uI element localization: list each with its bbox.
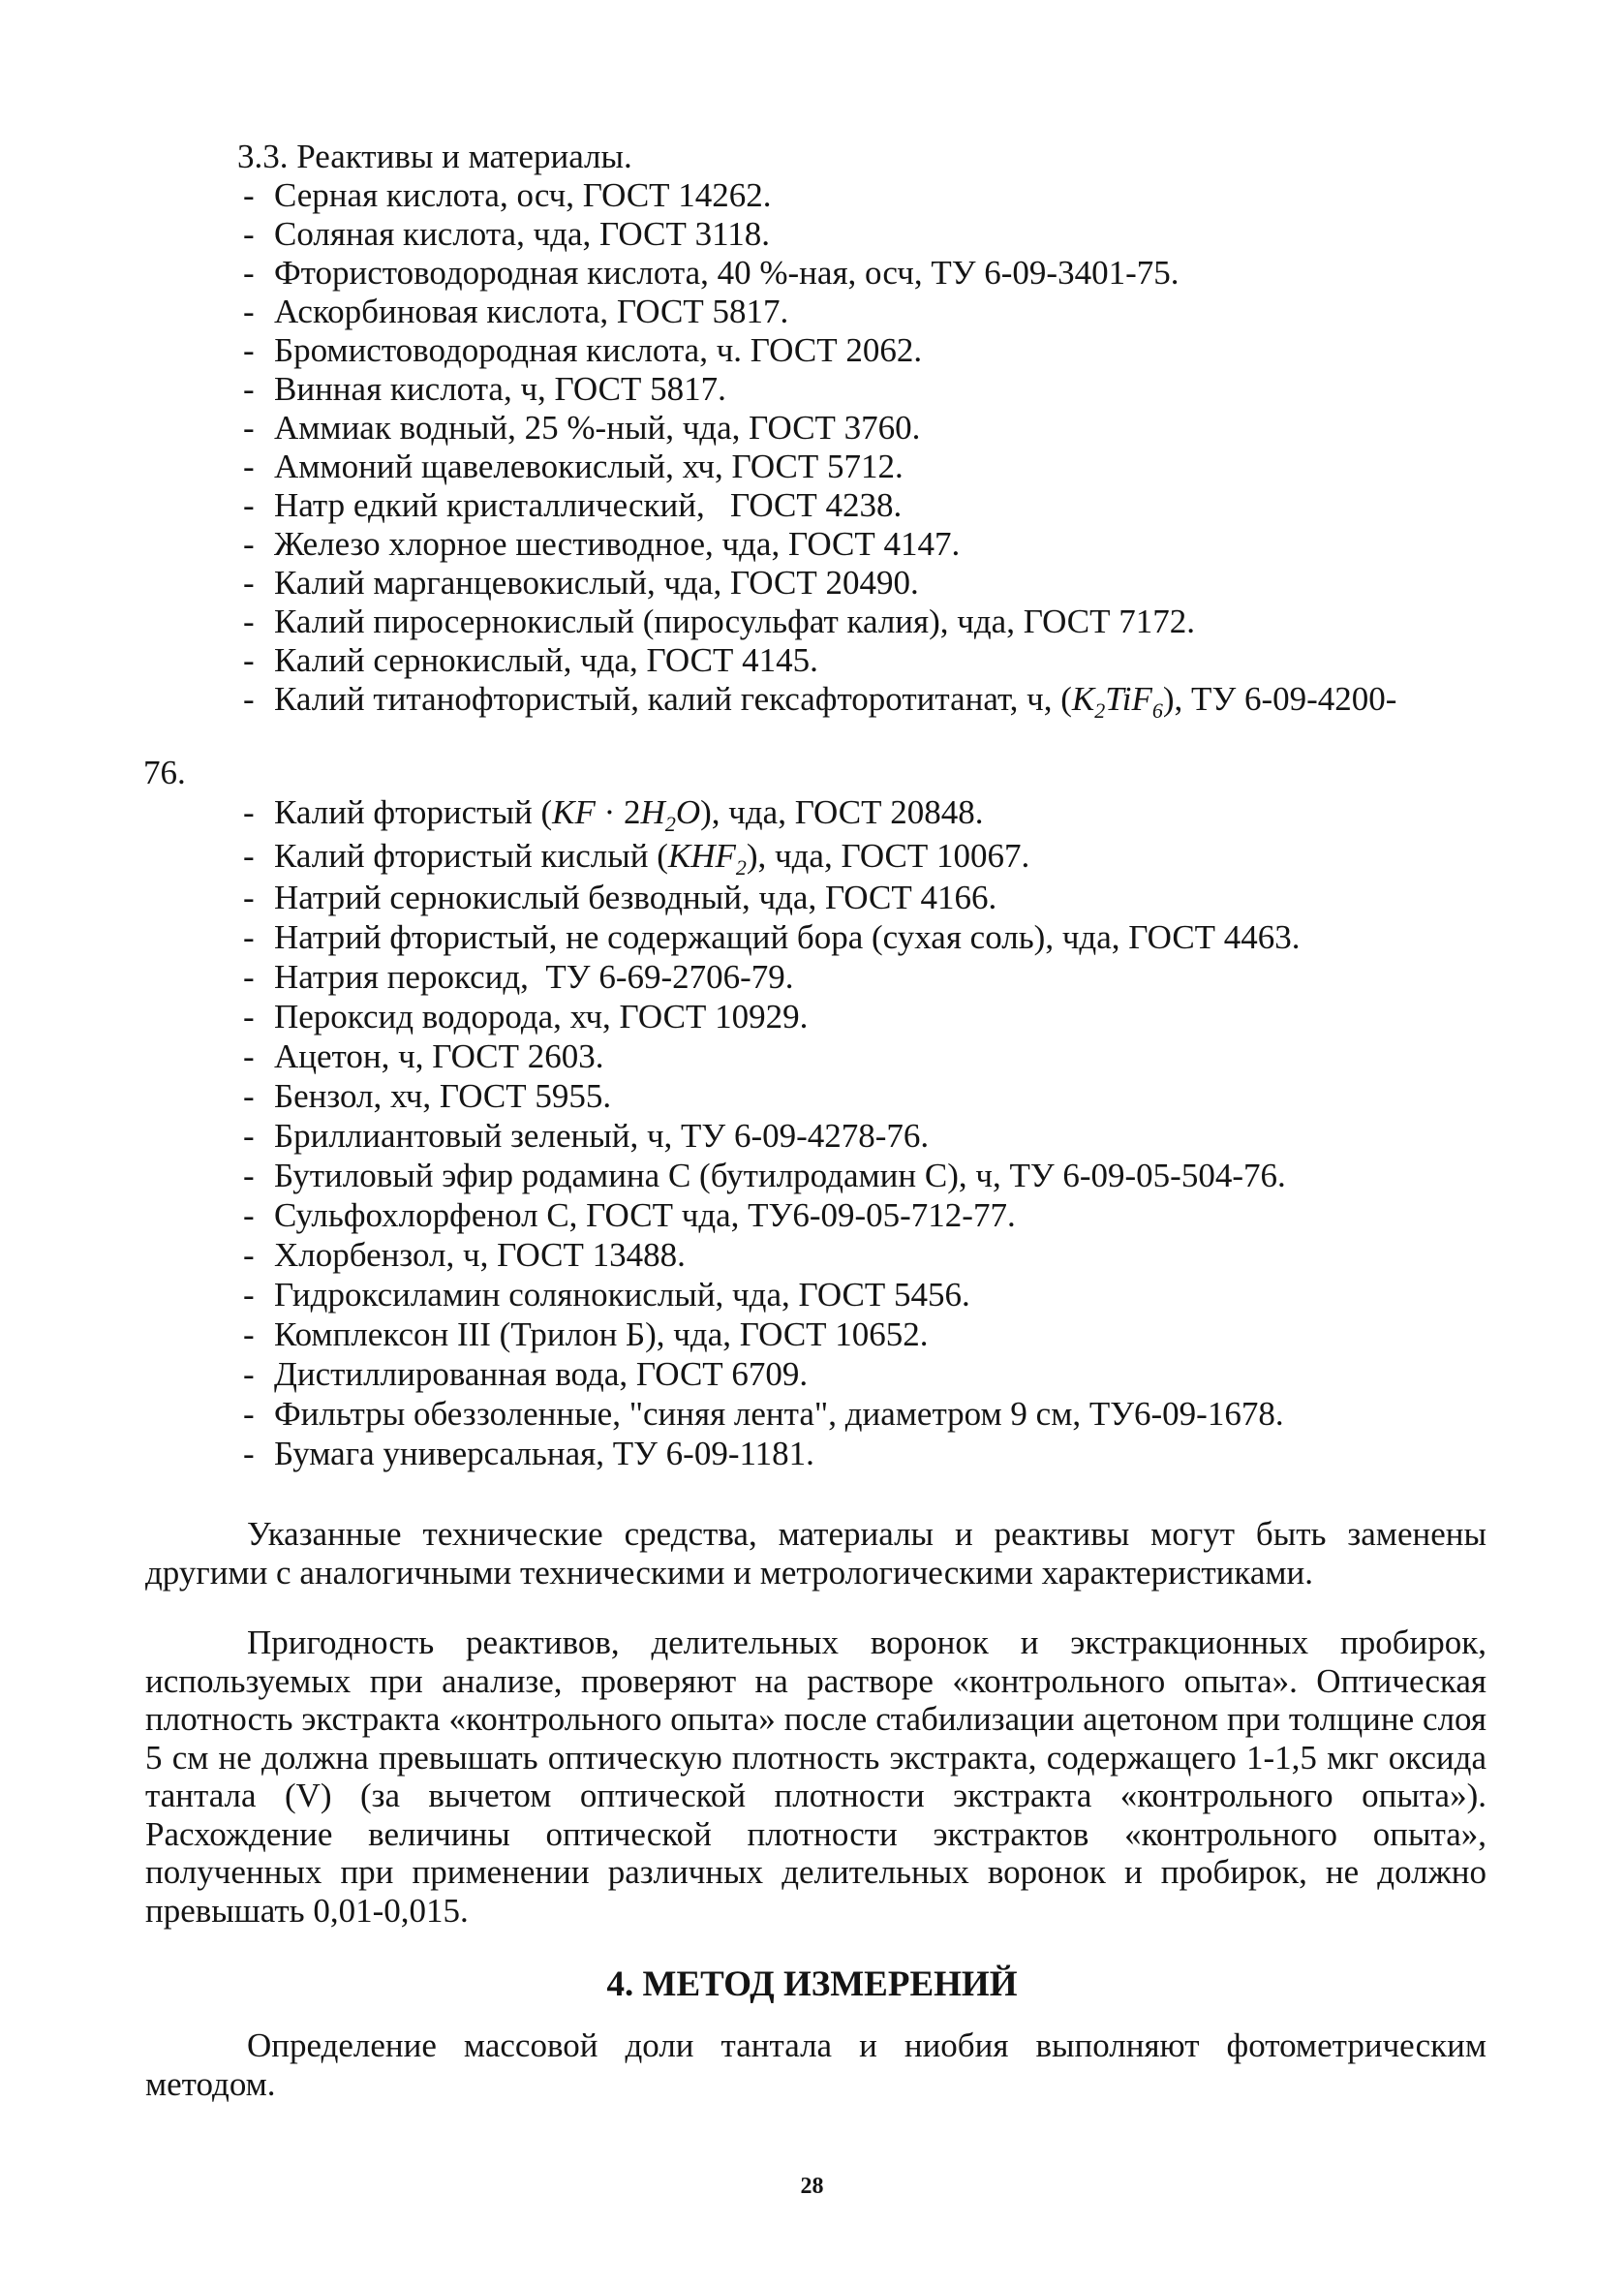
dash: - — [243, 879, 255, 916]
dash: - — [243, 1435, 255, 1472]
list-item — [239, 917, 1488, 957]
list-item — [239, 1195, 1488, 1235]
list-item — [239, 1036, 1488, 1076]
dash: - — [243, 1077, 255, 1115]
dash: - — [243, 641, 255, 679]
reagents-list-continued — [239, 790, 1488, 1473]
dash: - — [243, 1157, 255, 1194]
list-item-text: Пероксид водорода, хч, ГОСТ 10929. — [274, 998, 809, 1036]
dash: - — [243, 1037, 255, 1075]
paragraph-substitution: Указанные технические средства, материалы и реактивы могут быть заменены другими с аналогичными техническими и метрологическими характеристиками. — [145, 1515, 1486, 1592]
formula-part: TiF — [1105, 680, 1152, 718]
list-item-text: Комплексон III (Трилон Б), чда, ГОСТ 10652. — [274, 1315, 929, 1353]
dash: - — [243, 998, 255, 1036]
list-item — [239, 1076, 1488, 1116]
list-item — [239, 1235, 1488, 1275]
dash: - — [243, 793, 255, 831]
list-item — [239, 878, 1488, 917]
dash: - — [243, 370, 255, 408]
formula-khf2 — [667, 837, 747, 880]
dash: - — [243, 486, 255, 524]
list-item — [239, 1354, 1488, 1394]
list-item-text: ), чда, ГОСТ 20848. — [700, 793, 984, 831]
list-item — [239, 1156, 1488, 1195]
formula-part: KF — [552, 793, 596, 831]
dash: - — [243, 176, 255, 214]
list-item-text: Калий фтористый кислый ( — [274, 837, 668, 875]
dash: - — [243, 837, 255, 875]
list-item — [239, 1434, 1488, 1473]
section-4-heading: 4. МЕТОД ИЗМЕРЕНИЙ — [606, 1964, 1018, 2004]
list-item-text: Бутиловый эфир родамина С (бутилродамин С), ч, ТУ 6-09-05-504-76. — [274, 1157, 1286, 1194]
list-item-text: Бензол, хч, ГОСТ 5955. — [274, 1077, 612, 1115]
dash: - — [243, 331, 255, 369]
dash: - — [243, 254, 255, 292]
subscript: 2 — [735, 855, 747, 880]
dash: - — [243, 409, 255, 447]
list-item — [239, 1116, 1488, 1156]
list-item — [239, 254, 1488, 293]
paragraph-method: Определение массовой доли тантала и ниобия выполняют фотометрическим методом. — [145, 2026, 1486, 2103]
list-item — [239, 409, 1488, 448]
list-item — [239, 176, 1488, 215]
dash: - — [243, 448, 255, 485]
list-item — [239, 1314, 1488, 1354]
list-item — [239, 641, 1488, 680]
list-item — [239, 215, 1488, 254]
list-item-text: Бриллиантовый зеленый, ч, ТУ 6-09-4278-76. — [274, 1117, 930, 1155]
list-item-text: Бромистоводородная кислота, ч. ГОСТ 2062. — [274, 331, 923, 369]
dash: - — [243, 1196, 255, 1234]
list-item — [239, 370, 1488, 409]
list-item-text: Хлорбензол, ч, ГОСТ 13488. — [274, 1236, 686, 1274]
formula-part: K — [1071, 680, 1095, 718]
list-item-text: Соляная кислота, чда, ГОСТ 3118. — [274, 215, 771, 253]
formula-part: · 2 — [595, 793, 641, 831]
list-item-text: Аммоний щавелевокислый, хч, ГОСТ 5712. — [274, 448, 904, 485]
list-item-text: Натрий сернокислый безводный, чда, ГОСТ 4166. — [274, 879, 997, 916]
formula-part: O — [675, 793, 701, 831]
subscript: 2 — [1094, 698, 1106, 723]
list-item-text: Сульфохлорфенол С, ГОСТ чда, ТУ6-09-05-712-77. — [274, 1196, 1016, 1234]
dash: - — [243, 918, 255, 956]
list-item-text: Калий сернокислый, чда, ГОСТ 4145. — [274, 641, 818, 679]
list-item — [239, 1275, 1488, 1314]
list-item-text: Ацетон, ч, ГОСТ 2603. — [274, 1037, 604, 1075]
list-item — [239, 997, 1488, 1036]
list-item-text: Винная кислота, ч, ГОСТ 5817. — [274, 370, 726, 408]
list-item-text: Дистиллированная вода, ГОСТ 6709. — [274, 1355, 809, 1393]
dash: - — [243, 1117, 255, 1155]
list-item-text: Калий пиросернокислый (пиросульфат калия), чда, ГОСТ 7172. — [274, 603, 1195, 640]
formula-part: KHF — [667, 837, 736, 875]
list-item-text: Натрия пероксид, ТУ 6-69-2706-79. — [274, 958, 794, 996]
formula-kf-2h2o — [552, 793, 701, 836]
list-item-text: Натр едкий кристаллический, ГОСТ 4238. — [274, 486, 903, 524]
list-item-text: Калий фтористый ( — [274, 793, 553, 831]
list-item-text: Бумага универсальная, ТУ 6-09-1181. — [274, 1435, 814, 1472]
list-item-text: Гидроксиламин солянокислый, чда, ГОСТ 5456. — [274, 1276, 970, 1314]
list-item-text: Серная кислота, осч, ГОСТ 14262. — [274, 176, 772, 214]
list-item — [239, 293, 1488, 331]
list-item — [239, 331, 1488, 370]
dash: - — [243, 293, 255, 330]
dash: - — [243, 1276, 255, 1314]
dash: - — [243, 603, 255, 640]
subscript: 6 — [1151, 698, 1163, 723]
formula-k2tif6 — [1071, 680, 1163, 723]
dash: - — [243, 1395, 255, 1433]
page-number: 28 — [800, 2174, 824, 2199]
formula-part: H — [640, 793, 665, 831]
list-item-text: Аскорбиновая кислота, ГОСТ 5817. — [274, 293, 789, 330]
list-item — [239, 486, 1488, 525]
list-item — [239, 525, 1488, 564]
list-item — [239, 957, 1488, 997]
dash: - — [243, 525, 255, 563]
list-item-text: Калий марганцевокислый, чда, ГОСТ 20490. — [274, 564, 919, 602]
dash: - — [243, 564, 255, 602]
dash: - — [243, 1355, 255, 1393]
list-item — [239, 564, 1488, 603]
dash: - — [243, 215, 255, 253]
list-item-titanium — [239, 680, 1488, 723]
dash: - — [243, 680, 255, 718]
list-item-text: ), ТУ 6-09-4200- — [1162, 680, 1397, 718]
dash: - — [243, 958, 255, 996]
list-item — [239, 603, 1488, 641]
section-heading: 3.3. Реактивы и материалы. — [237, 138, 632, 175]
list-item-text: Фильтры обеззоленные, "синяя лента", диаметром 9 см, ТУ6-09-1678. — [274, 1395, 1284, 1433]
list-item-khf2 — [239, 834, 1488, 878]
list-item-text: Калий титанофтористый, калий гексафторотитанат, ч, ( — [274, 680, 1072, 718]
list-item-text: Фтористоводородная кислота, 40 %-ная, осч, ТУ 6-09-3401-75. — [274, 254, 1180, 292]
reagents-list — [239, 176, 1488, 723]
list-item-text: Железо хлорное шестиводное, чда, ГОСТ 4147. — [274, 525, 961, 563]
list-item-text: Натрий фтористый, не содержащий бора (сухая соль), чда, ГОСТ 4463. — [274, 918, 1301, 956]
list-item — [239, 448, 1488, 486]
list-item-text: ), чда, ГОСТ 10067. — [746, 837, 1030, 875]
dash: - — [243, 1236, 255, 1274]
list-item-text: Аммиак водный, 25 %-ный, чда, ГОСТ 3760. — [274, 409, 921, 447]
dash: - — [243, 1315, 255, 1353]
list-item-kf — [239, 790, 1488, 834]
list-item — [239, 1394, 1488, 1434]
wrapped-line-continuation: 76. — [143, 754, 186, 791]
subscript: 2 — [664, 812, 676, 836]
paragraph-suitability: Пригодность реактивов, делительных воронок и экстракционных пробирок, используемых при анализе, проверяют на растворе «контрольного опыта». Оптическая плотность экстракта «контрольного опыта» после стабилизации ацетоном при толщине слоя 5 см не должна превышать оптическую плотность экстракта, содержащего 1-1,5 мкг оксида тантала (V) (за вычетом оптической плотности экстракта «контрольного опыта»). Расхождение величины оптической плотности экстрактов «контрольного опыта», полученных при применении различных делительных воронок и пробирок, не должно превышать 0,01-0,015. — [145, 1623, 1486, 1930]
